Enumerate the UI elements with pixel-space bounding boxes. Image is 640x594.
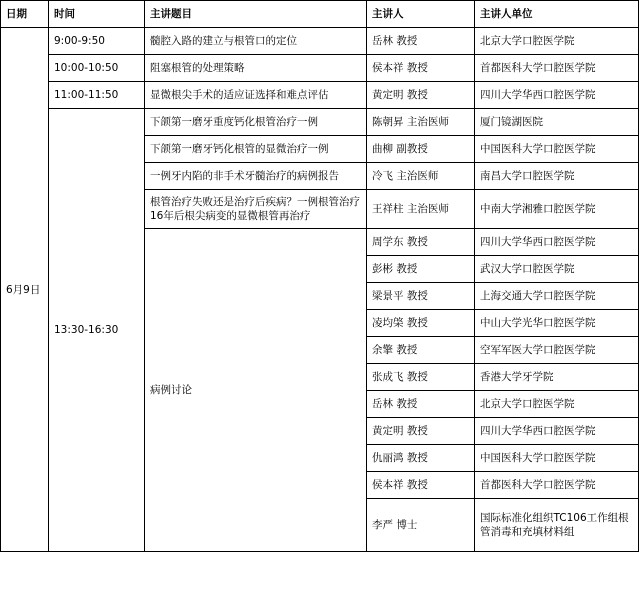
header-time: 时间 xyxy=(49,1,145,28)
header-row xyxy=(1,1,639,28)
unit-cell: 香港大学牙学院 xyxy=(475,364,639,391)
table-row xyxy=(1,55,639,82)
header-topic: 主讲题目 xyxy=(145,1,367,28)
unit-cell: 四川大学华西口腔医学院 xyxy=(475,229,639,256)
time-cell: 10:00-10:50 xyxy=(49,55,145,82)
header-speaker: 主讲人 xyxy=(367,1,475,28)
unit-cell: 上海交通大学口腔医学院 xyxy=(475,283,639,310)
unit-cell: 中国医科大学口腔医学院 xyxy=(475,136,639,163)
topic-cell: 下颌第一磨牙重度钙化根管治疗一例 xyxy=(145,109,367,136)
speaker-cell: 梁景平 教授 xyxy=(367,283,475,310)
discussion-topic-cell: 病例讨论 xyxy=(145,229,367,552)
speaker-cell: 周学东 教授 xyxy=(367,229,475,256)
unit-cell: 首都医科大学口腔医学院 xyxy=(475,55,639,82)
speaker-cell: 黄定明 教授 xyxy=(367,82,475,109)
unit-cell: 中国医科大学口腔医学院 xyxy=(475,445,639,472)
table-row xyxy=(1,28,639,55)
speaker-cell: 侯本祥 教授 xyxy=(367,55,475,82)
speaker-cell: 岳林 教授 xyxy=(367,28,475,55)
speaker-cell: 曲柳 副教授 xyxy=(367,136,475,163)
date-cell: 6月9日 xyxy=(1,28,49,552)
unit-cell: 空军军医大学口腔医学院 xyxy=(475,337,639,364)
table-row xyxy=(1,82,639,109)
speaker-cell: 侯本祥 教授 xyxy=(367,472,475,499)
speaker-cell: 岳林 教授 xyxy=(367,391,475,418)
speaker-cell: 张成飞 教授 xyxy=(367,364,475,391)
unit-cell: 四川大学华西口腔医学院 xyxy=(475,418,639,445)
header-date: 日期 xyxy=(1,1,49,28)
header-unit: 主讲人单位 xyxy=(475,1,639,28)
table-row xyxy=(1,109,639,136)
afternoon-time-cell: 13:30-16:30 xyxy=(49,109,145,552)
unit-cell: 厦门镜湖医院 xyxy=(475,109,639,136)
unit-cell: 国际标准化组织TC106工作组根管消毒和充填材料组 xyxy=(475,499,639,552)
unit-cell: 四川大学华西口腔医学院 xyxy=(475,82,639,109)
speaker-cell: 彭彬 教授 xyxy=(367,256,475,283)
unit-cell: 首都医科大学口腔医学院 xyxy=(475,472,639,499)
unit-cell: 北京大学口腔医学院 xyxy=(475,391,639,418)
topic-cell: 根管治疗失败还是治疗后疾病？一例根管治疗16年后根尖病变的显微根管再治疗 xyxy=(145,190,367,229)
unit-cell: 武汉大学口腔医学院 xyxy=(475,256,639,283)
speaker-cell: 仇丽鸿 教授 xyxy=(367,445,475,472)
time-cell: 11:00-11:50 xyxy=(49,82,145,109)
topic-cell: 显微根尖手术的适应证选择和难点评估 xyxy=(145,82,367,109)
speaker-cell: 王祥柱 主治医师 xyxy=(367,190,475,229)
unit-cell: 北京大学口腔医学院 xyxy=(475,28,639,55)
speaker-cell: 黄定明 教授 xyxy=(367,418,475,445)
unit-cell: 南昌大学口腔医学院 xyxy=(475,163,639,190)
topic-cell: 下颌第一磨牙钙化根管的显微治疗一例 xyxy=(145,136,367,163)
topic-cell: 一例牙内陷的非手术牙髓治疗的病例报告 xyxy=(145,163,367,190)
speaker-cell: 李严 博士 xyxy=(367,499,475,552)
speaker-cell: 余擎 教授 xyxy=(367,337,475,364)
topic-cell: 阻塞根管的处理策略 xyxy=(145,55,367,82)
speaker-cell: 陈朝昇 主治医师 xyxy=(367,109,475,136)
topic-cell: 髓腔入路的建立与根管口的定位 xyxy=(145,28,367,55)
unit-cell: 中山大学光华口腔医学院 xyxy=(475,310,639,337)
time-cell: 9:00-9:50 xyxy=(49,28,145,55)
speaker-cell: 凌均棨 教授 xyxy=(367,310,475,337)
speaker-cell: 冷飞 主治医师 xyxy=(367,163,475,190)
unit-cell: 中南大学湘雅口腔医学院 xyxy=(475,190,639,229)
